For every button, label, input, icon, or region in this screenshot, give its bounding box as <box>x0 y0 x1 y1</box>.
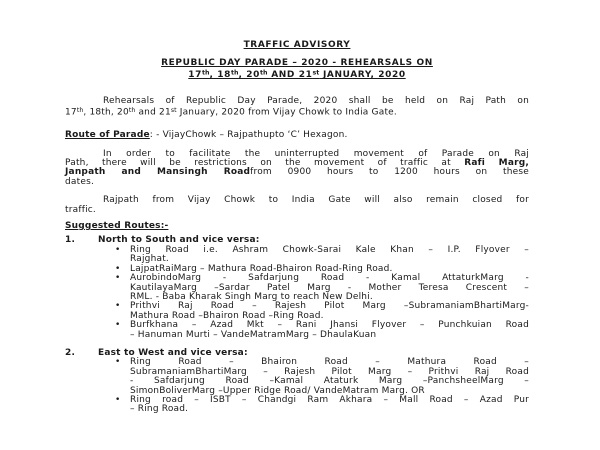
text-segment: January, 2020 from Vijay Chowk to India Gate. <box>176 107 397 118</box>
text-segment: Ring road – ISBT – Chandgi Ram Akhara – Mall Road – Azad Pur <box>130 394 529 405</box>
text-segment: SimonBoliverMarg –Upper Ridge Road/ VandeMatram Marg. OR <box>130 385 425 396</box>
bullet-icon: • <box>115 320 121 331</box>
text-segment: SubramaniamBhartiMarg – Rajesh Pilot Marg – Prithvi Raj Road <box>130 366 529 377</box>
superscript-text: st <box>312 69 320 77</box>
bullet-item <box>115 396 529 415</box>
bullet-icon: • <box>115 263 121 274</box>
bullet-lines <box>130 274 529 302</box>
bullet-item <box>115 358 529 396</box>
bullet-lines <box>130 321 529 340</box>
heading-line-2 <box>65 69 529 81</box>
text-segment: Path, there will be restrictions on the movement of traffic at <box>65 158 465 169</box>
text-segment: Ring Road i.e. Ashram Chowk-Sarai Kale Khan – I.P. Flyover – <box>130 244 529 255</box>
closure-paragraph <box>65 196 529 215</box>
document-title-row <box>65 41 529 50</box>
text-line <box>65 106 529 118</box>
text-segment: Ring Road – Bhairon Road – Mathura Road – <box>130 357 529 368</box>
route-of-parade-text: : - VijayChowk – Rajpathupto ‘C’ Hexagon. <box>149 130 348 141</box>
text-segment: , 18th, 20 <box>83 107 129 118</box>
superscript-text: th <box>260 69 268 77</box>
section-title: East to West and vice versa: <box>98 347 248 358</box>
text-segment: from 0900 hours to 1200 hours on these <box>250 167 529 178</box>
text-segment: Janpath and Mansingh Road <box>65 167 251 178</box>
text-segment: Rajpath from Vijay Chowk to India Gate will also remain closed for <box>103 195 529 206</box>
suggested-routes-heading-row <box>65 222 529 231</box>
bullet-item <box>115 246 529 265</box>
text-segment: JANUARY, 2020 <box>319 70 406 81</box>
text-segment: Mathura Road –Bhairon Road –Ring Road. <box>130 310 324 321</box>
text-line <box>65 196 529 205</box>
document-title: TRAFFIC ADVISORY <box>243 40 351 50</box>
text-line <box>65 178 529 187</box>
bullet-icon: • <box>115 244 121 255</box>
bullet-icon: • <box>115 301 121 312</box>
heading-line-1: REPUBLIC DAY PARADE – 2020 - REHEARSALS ON <box>161 58 433 69</box>
bullet-item <box>115 302 529 321</box>
bullet-item <box>115 321 529 340</box>
text-line <box>130 405 529 414</box>
superscript-text: st <box>170 107 177 115</box>
text-segment: RML. - Baba Kharak Singh Marg to reach New Delhi. <box>130 291 373 302</box>
section-bullets <box>115 246 529 340</box>
suggested-routes-sections <box>65 236 529 414</box>
text-segment: , 18 <box>209 70 232 81</box>
bullet-lines <box>130 358 529 396</box>
text-line <box>65 97 529 106</box>
text-segment: traffic. <box>65 204 96 215</box>
text-line <box>65 206 529 215</box>
section-title: North to South and vice versa: <box>98 235 260 246</box>
text-line <box>130 396 529 405</box>
text-segment: 17 <box>188 70 203 81</box>
text-segment: LajpatRaiMarg – Mathura Road-Bhairon Road-Ring Road. <box>130 263 393 274</box>
text-segment: – Ring Road. <box>130 404 189 415</box>
bullet-lines <box>130 396 529 415</box>
text-segment: Rajghat. <box>130 254 169 265</box>
suggested-routes-heading: Suggested Routes:- <box>65 221 169 232</box>
bullet-icon: • <box>115 357 121 368</box>
document-heading <box>65 59 529 80</box>
text-segment: AurobindoMarg - Safdarjung Road - Kamal AttaturkMarg - <box>130 273 529 284</box>
text-segment: 17 <box>65 107 77 118</box>
bullet-lines <box>130 246 529 265</box>
bullet-lines <box>130 302 529 321</box>
text-segment: KautilayaMarg –Sardar Patel Marg - Mother Teresa Crescent – <box>130 282 529 293</box>
bullet-icon: • <box>115 273 121 284</box>
text-segment: AND 21 <box>267 70 313 81</box>
text-segment: In order to facilitate the uninterrupted movement of Parade on Raj <box>103 148 529 159</box>
route-of-parade-line <box>65 131 529 140</box>
section-number: 1. <box>65 235 76 246</box>
route-of-parade-label: Route of Parade <box>65 130 150 141</box>
route-section <box>65 349 529 415</box>
text-line <box>130 246 529 255</box>
section-number: 2. <box>65 347 76 358</box>
text-segment: Burfkhana – Azad Mkt – Rani Jhansi Flyover – Punchkuian Road <box>130 320 529 331</box>
text-segment: - Safdarjung Road –Kamal Ataturk Marg –PanchsheelMarg – <box>130 376 529 387</box>
bullet-item <box>115 274 529 302</box>
text-segment: – Hanuman Murti – VandeMatramMarg – DhaulaKuan <box>130 329 377 340</box>
intro-paragraph <box>65 97 529 118</box>
text-line <box>130 331 529 340</box>
text-segment: Rafi Marg, <box>464 158 529 169</box>
section-bullets <box>115 358 529 414</box>
superscript-text: th <box>76 107 84 115</box>
text-segment: , 20 <box>238 70 260 81</box>
route-section <box>65 236 529 339</box>
text-segment: and 21 <box>135 107 171 118</box>
superscript-text: th <box>128 107 136 115</box>
superscript-text: th <box>231 69 239 77</box>
text-segment: Rehearsals of Republic Day Parade, 2020 shall be held on Raj Path on <box>103 95 529 106</box>
text-segment: Prithvi Raj Road – Rajesh Pilot Marg –SubramaniamBhartiMarg- <box>130 301 529 312</box>
text-segment: dates. <box>65 176 95 187</box>
restrictions-paragraph <box>65 150 529 188</box>
text-line <box>65 168 529 177</box>
bullet-icon: • <box>115 394 121 405</box>
superscript-text: th <box>202 69 210 77</box>
